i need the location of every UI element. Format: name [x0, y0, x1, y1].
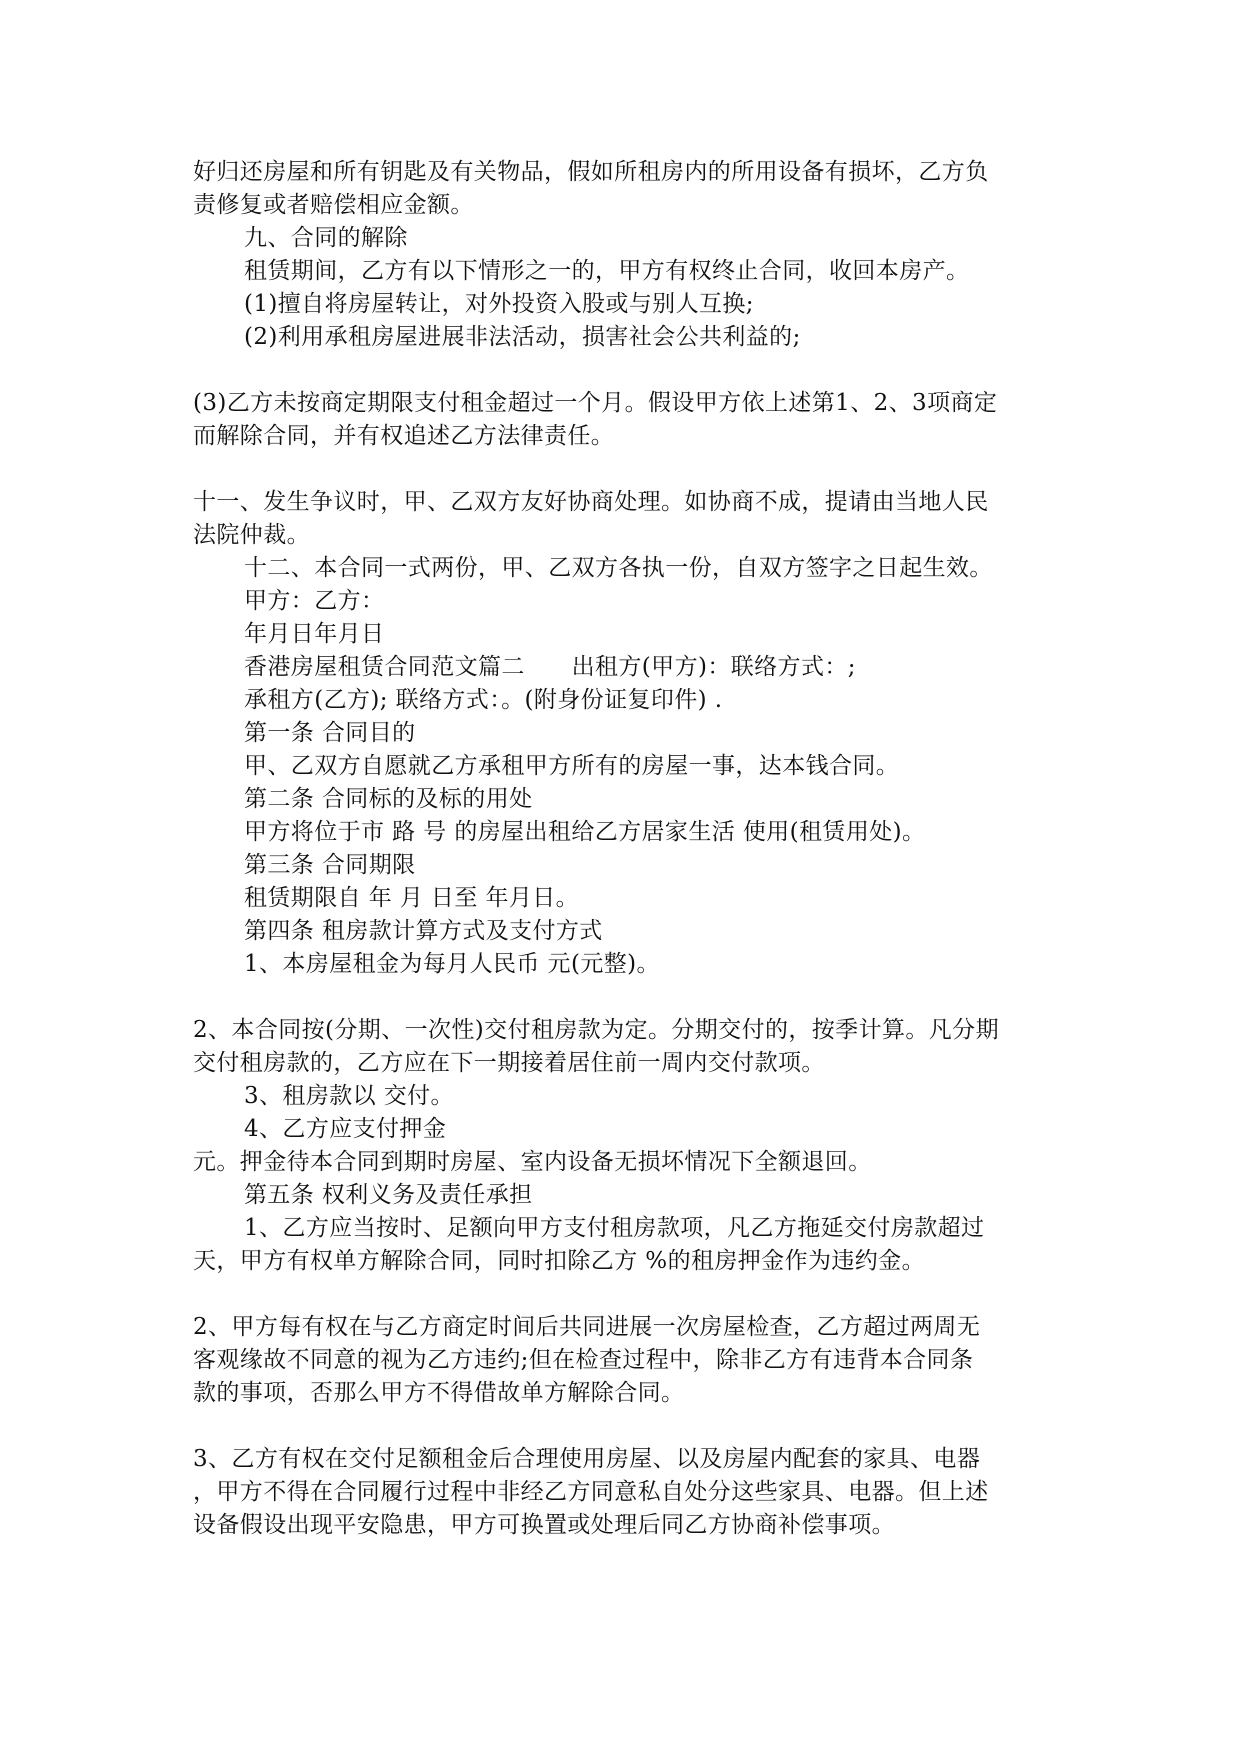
text-line: 承租方(乙方); 联络方式：。(附身份证复印件) .: [244, 687, 723, 713]
section-heading: 第五条 权利义务及责任承担: [244, 1182, 533, 1208]
text-line: 法院仲裁。: [193, 522, 310, 548]
text-line: (2)利用承租房屋进展非法活动，损害社会公共利益的;: [244, 324, 801, 350]
text-line: 3、乙方有权在交付足额租金后合理使用房屋、以及房屋内配套的家具、电器: [193, 1446, 981, 1472]
section-heading: 第二条 合同标的及标的用处: [244, 786, 533, 812]
text-line: 十二、本合同一式两份，甲、乙双方各执一份，自双方签字之日起生效。: [244, 555, 993, 581]
text-line: 1、乙方应当按时、足额向甲方支付租房款项，凡乙方拖延交付房款超过: [244, 1215, 985, 1241]
text-line: 4、乙方应支付押金: [244, 1116, 447, 1142]
date-line: 年月日年月日: [244, 621, 385, 647]
text-line: 元。押金待本合同到期时房屋、室内设备无损坏情况下全额退回。: [193, 1149, 872, 1175]
text-line: 租赁期限自 年 月 日至 年月日。: [244, 885, 580, 911]
text-line: 1、本房屋租金为每月人民币 元(元整)。: [244, 951, 660, 977]
text-line: 十一、发生争议时，甲、乙双方友好协商处理。如协商不成，提请由当地人民: [193, 489, 989, 515]
text-line: (1)擅自将房屋转让，对外投资入股或与别人互换;: [244, 291, 754, 317]
text-line: 天，甲方有权单方解除合同，同时扣除乙方 %的租房押金作为违约金。: [193, 1248, 925, 1274]
text-line: 甲方将位于市 路 号 的房屋出租给乙方居家生活 使用(租赁用处)。: [244, 819, 926, 845]
text-line: 客观缘故不同意的视为乙方违约;但在检查过程中，除非乙方有违背本合同条: [193, 1347, 974, 1373]
text-line: 2、本合同按(分期、一次性)交付租房款为定。分期交付的，按季计算。凡分期: [193, 1017, 999, 1043]
text-line: 责修复或者赔偿相应金额。: [193, 192, 474, 218]
document-body: [193, 156, 1053, 1542]
section-heading: 第一条 合同目的: [244, 720, 416, 746]
section-heading: 第四条 租房款计算方式及支付方式: [244, 918, 603, 944]
text-line: 设备假设出现平安隐患，甲方可换置或处理后同乙方协商补偿事项。: [193, 1512, 895, 1538]
text-line: 租赁期间，乙方有以下情形之一的，甲方有权终止合同，收回本房产。: [244, 258, 970, 284]
signature-line: 甲方：乙方：: [244, 588, 385, 614]
text-line: 甲、乙双方自愿就乙方承租甲方所有的房屋一事，达本钱合同。: [244, 753, 900, 779]
text-line: 款的事项，否那么甲方不得借故单方解除合同。: [193, 1380, 685, 1406]
text-line: 2、甲方每有权在与乙方商定时间后共同进展一次房屋检查，乙方超过两周无: [193, 1314, 981, 1340]
text-line: 香港房屋租赁合同范文篇二 出租方(甲方)：联络方式：;: [244, 654, 856, 680]
text-line: 而解除合同，并有权追述乙方法律责任。: [193, 423, 615, 449]
section-heading: 第三条 合同期限: [244, 852, 416, 878]
text-line: ，甲方不得在合同履行过程中非经乙方同意私自处分这些家具、电器。但上述: [193, 1479, 989, 1505]
text-line: 好归还房屋和所有钥匙及有关物品，假如所租房内的所用设备有损坏，乙方负: [193, 159, 989, 185]
text-line: (3)乙方未按商定期限支付租金超过一个月。假设甲方依上述第1、2、3项商定: [193, 390, 998, 416]
text-line: 交付租房款的，乙方应在下一期接着居住前一周内交付款项。: [193, 1050, 825, 1076]
section-heading: 九、合同的解除: [244, 225, 408, 251]
text-line: 3、租房款以 交付。: [244, 1083, 454, 1109]
